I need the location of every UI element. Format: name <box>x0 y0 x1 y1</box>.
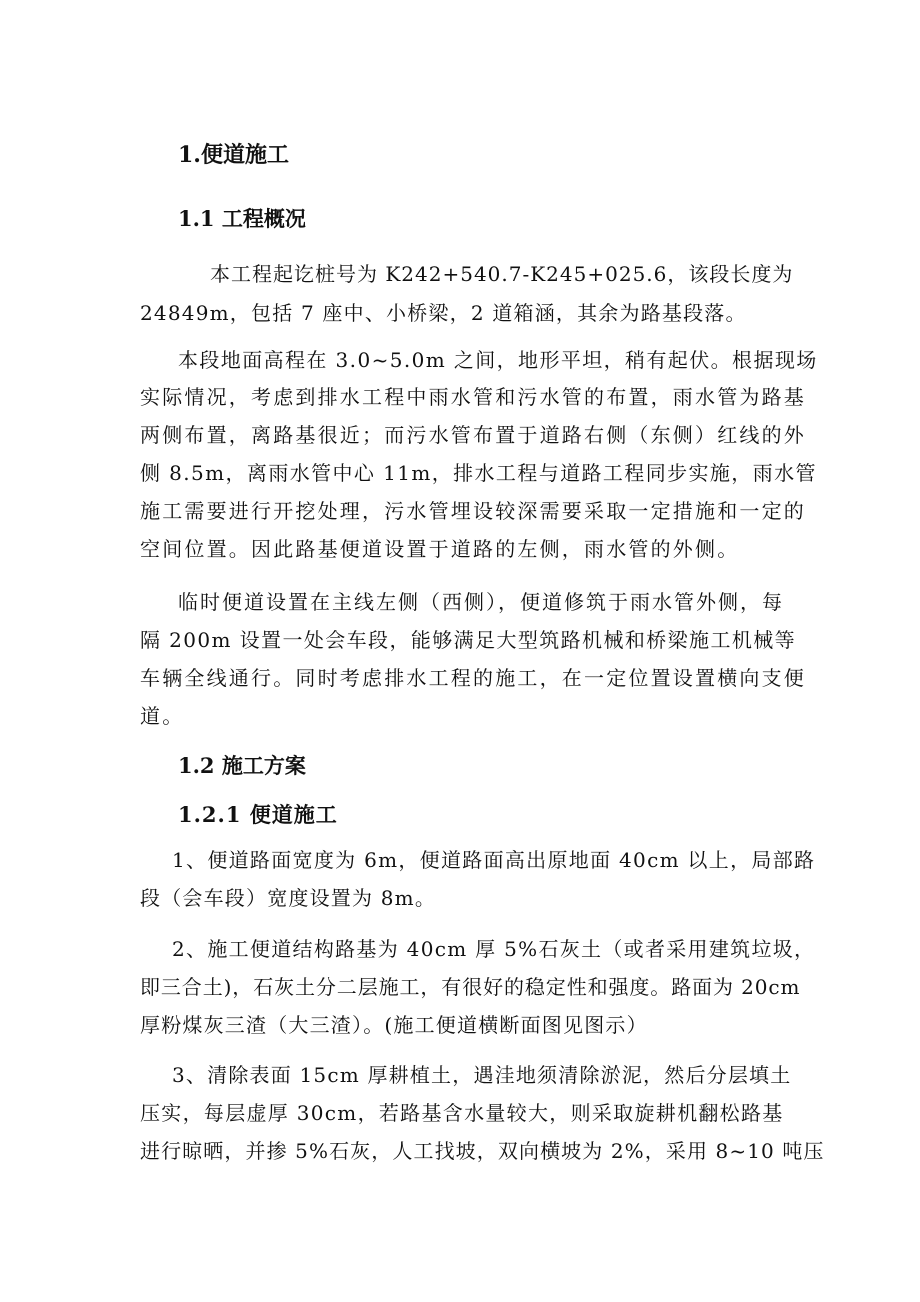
list-item-line: 即三合土)，石灰土分二层施工，有很好的稳定性和强度。路面为 20cm <box>140 975 801 999</box>
list-item-line: 进行晾晒，并掺 5%石灰，人工找坡，双向横坡为 2%，采用 8~10 吨压 <box>140 1139 825 1163</box>
paragraph-line: 实际情况，考虑到排水工程中雨水管和污水管的布置，雨水管为路基 <box>140 385 806 409</box>
list-item-line: 3、清除表面 15cm 厚耕植土，遇洼地须清除淤泥，然后分层填土 <box>172 1063 792 1087</box>
paragraph-line: 临时便道设置在主线左侧（西侧），便道修筑于雨水管外侧，每 <box>178 590 784 614</box>
paragraph-line: 两侧布置，离路基很近；而污水管布置于道路右侧（东侧）红线的外 <box>140 423 806 447</box>
list-item-line: 2、施工便道结构路基为 40cm 厚 5%石灰土（或者采用建筑垃圾， <box>172 937 816 961</box>
paragraph-line: 施工需要进行开挖处理，污水管埋设较深需要采取一定措施和一定的 <box>140 499 806 523</box>
paragraph-line: 本工程起讫桩号为 K242+540.7-K245+025.6，该段长度为 <box>210 262 794 286</box>
paragraph-line: 车辆全线通行。同时考虑排水工程的施工，在一定位置设置横向支便 <box>140 666 806 690</box>
paragraph-line: 侧 8.5m，离雨水管中心 11m，排水工程与道路工程同步实施，雨水管 <box>140 461 817 485</box>
heading-1-1: 1.1 工程概况 <box>178 206 306 231</box>
list-item-line: 厚粉煤灰三渣（大三渣）。(施工便道横断面图见图示） <box>140 1013 648 1037</box>
heading-1: 1.便道施工 <box>178 142 289 168</box>
list-item-line: 段（会车段）宽度设置为 8m。 <box>140 886 437 910</box>
heading-1-2-1: 1.2.1 便道施工 <box>178 802 338 827</box>
list-item-line: 压实，每层虚厚 30cm，若路基含水量较大，则采取旋耕机翻松路基 <box>140 1101 784 1125</box>
list-item-line: 1、便道路面宽度为 6m，便道路面高出原地面 40cm 以上，局部路 <box>172 848 816 872</box>
paragraph-line: 道。 <box>140 704 185 728</box>
heading-1-2: 1.2 施工方案 <box>178 753 306 778</box>
paragraph-line: 本段地面高程在 3.0~5.0m 之间，地形平坦，稍有起伏。根据现场 <box>178 348 818 372</box>
paragraph-line: 隔 200m 设置一处会车段，能够满足大型筑路机械和桥梁施工机械等 <box>140 628 797 652</box>
paragraph-line: 空间位置。因此路基便道设置于道路的左侧，雨水管的外侧。 <box>140 537 740 561</box>
paragraph-line: 24849m，包括 7 座中、小桥梁，2 道箱涵，其余为路基段落。 <box>140 301 747 325</box>
